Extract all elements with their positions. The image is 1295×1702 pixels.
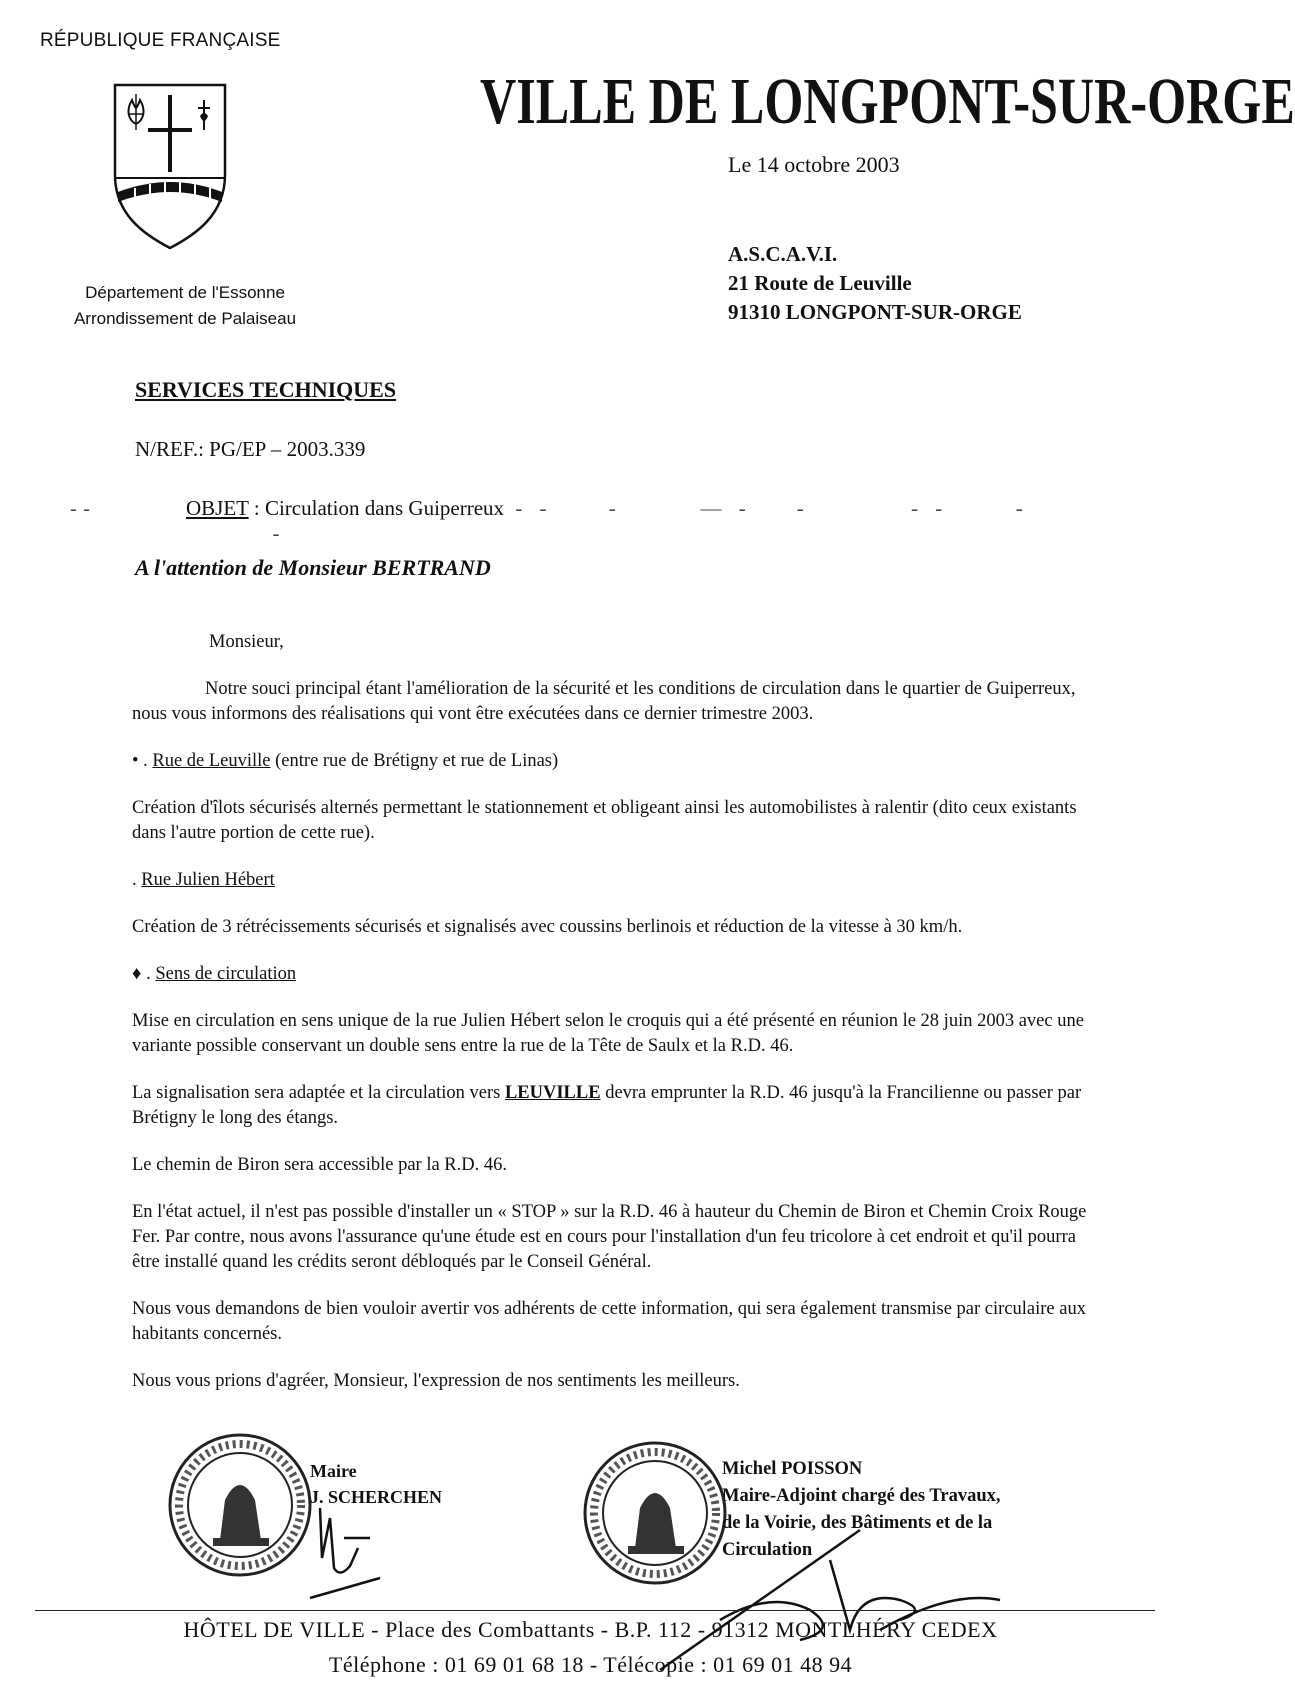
objet-label: OBJET xyxy=(186,496,249,520)
letter-body xyxy=(132,630,1092,1394)
section-title: Rue Julien Hébert xyxy=(141,870,275,890)
section-sens-circulation-heading xyxy=(132,962,1092,987)
recipient-line-2: 21 Route de Leuville xyxy=(728,271,912,295)
signalisation-before: La signalisation sera adaptée et la circulation vers xyxy=(132,1083,505,1103)
recipient-address xyxy=(728,240,1022,327)
coat-of-arms-icon xyxy=(110,80,230,250)
footer-divider xyxy=(35,1610,1155,1611)
intro-paragraph: Notre souci principal étant l'amélioration de la sécurité et les conditions de circulation dans le quartier de Guiperreux, nous vous informons des réalisations qui vont être exécutées dans ce dernier trimestre 2003. xyxy=(132,679,1076,724)
mayor-name: J. SCHERCHEN xyxy=(310,1487,443,1507)
paragraph-adherents: Nous vous demandons de bien vouloir avertir vos adhérents de cette information, qui sera également transmise par circulaire aux habitants concernés. xyxy=(132,1299,1086,1344)
footer-contact: Téléphone : 01 69 01 68 18 - Télécopie : 01 69 01 48 94 xyxy=(328,1652,853,1677)
attention-line: A l'attention de Monsieur BERTRAND xyxy=(135,555,491,580)
arrondissement-line: Arrondissement de Palaiseau xyxy=(73,309,297,328)
paragraph-biron: Le chemin de Biron sera accessible par la R.D. 46. xyxy=(132,1155,508,1175)
recipient-line-3: 91310 LONGPONT-SUR-ORGE xyxy=(728,300,1022,324)
reference-line: N/REF.: PG/EP – 2003.339 xyxy=(135,437,366,461)
section-title: Rue de Leuville xyxy=(152,751,271,771)
section-rue-julien-hebert-text: Création de 3 rétrécissements sécurisés et signalisés avec coussins berlinois et réduction de la vitesse à 30 km/h. xyxy=(132,917,963,937)
recipient-line-1: A.S.C.A.V.I. xyxy=(728,242,838,266)
paragraph-stop: En l'état actuel, il n'est pas possible d'installer un « STOP » sur la R.D. 46 à hauteur du Chemin de Biron et Chemin Croix Rouge Fer. Par contre, nous avons l'assurance qu'une étude est en cours pour l'installation d'un feu tricolore à cet endroit et qu'il pourra être installé quand les crédits seront débloqués par le Conseil Général. xyxy=(132,1202,1087,1272)
paragraph-closing: Nous vous prions d'agréer, Monsieur, l'expression de nos sentiments les meilleurs. xyxy=(132,1371,740,1391)
footer-address: HÔTEL DE VILLE - Place des Combattants - B.P. 112 - 91312 MONTLHÉRY CEDEX xyxy=(183,1617,998,1642)
deputy-name: Michel POISSON xyxy=(722,1459,863,1479)
departement-line: Département de l'Essonne xyxy=(85,283,285,302)
section-rue-leuville-text: Création d'îlots sécurisés alternés permettant le stationnement et obligeant ainsi les automobilistes à ralentir (dito ceux existants dans l'autre portion de cette rue). xyxy=(132,798,1077,843)
dash-rule-tail: - - - — - - - - - - xyxy=(70,496,1029,545)
bullet-marker: . xyxy=(132,870,137,890)
section-rue-leuville-heading xyxy=(132,749,1092,774)
deputy-title-3: Circulation xyxy=(722,1540,813,1560)
section-subtitle: (entre rue de Brétigny et rue de Linas) xyxy=(270,751,559,771)
deputy-title-2: de la Voirie, des Bâtiments et de la xyxy=(722,1513,993,1533)
salutation: Monsieur, xyxy=(209,632,284,652)
signature-icon xyxy=(300,1478,430,1608)
mayor-title: Maire xyxy=(310,1461,357,1481)
bullet-marker: • . xyxy=(132,751,148,771)
republique-heading: RÉPUBLIQUE FRANÇAISE xyxy=(40,30,281,51)
municipal-stamp-icon xyxy=(165,1430,315,1580)
signature-icon xyxy=(600,1470,1140,1680)
paragraph-sens-unique: Mise en circulation en sens unique de la rue Julien Hébert selon le croquis qui a été présenté en réunion le 28 juin 2003 avec une variante possible conservant un double sens entre la rue de la Tête de Saulx et la R.D. 46. xyxy=(132,1011,1084,1056)
section-rue-julien-hebert-heading xyxy=(132,868,1092,893)
paragraph-signalisation xyxy=(132,1081,1092,1131)
objet-text: : Circulation dans Guiperreux xyxy=(248,496,505,520)
letter-date: Le 14 octobre 2003 xyxy=(728,152,900,177)
ville-title: VILLE DE LONGPONT-SUR-ORGE xyxy=(480,65,1295,138)
services-heading: SERVICES TECHNIQUES xyxy=(135,377,397,402)
departement-block xyxy=(40,280,330,332)
objet-line xyxy=(70,496,1150,546)
signalisation-after: devra emprunter la R.D. 46 jusqu'à la Francilienne ou passer par Brétigny le long des étangs. xyxy=(132,1083,1082,1128)
bullet-marker: ♦ . xyxy=(132,964,151,984)
leuville-emphasis: LEUVILLE xyxy=(504,1083,601,1103)
dash-rule: -- xyxy=(70,496,186,520)
section-title: Sens de circulation xyxy=(155,964,297,984)
deputy-title-1: Maire-Adjoint chargé des Travaux, xyxy=(722,1486,1001,1506)
